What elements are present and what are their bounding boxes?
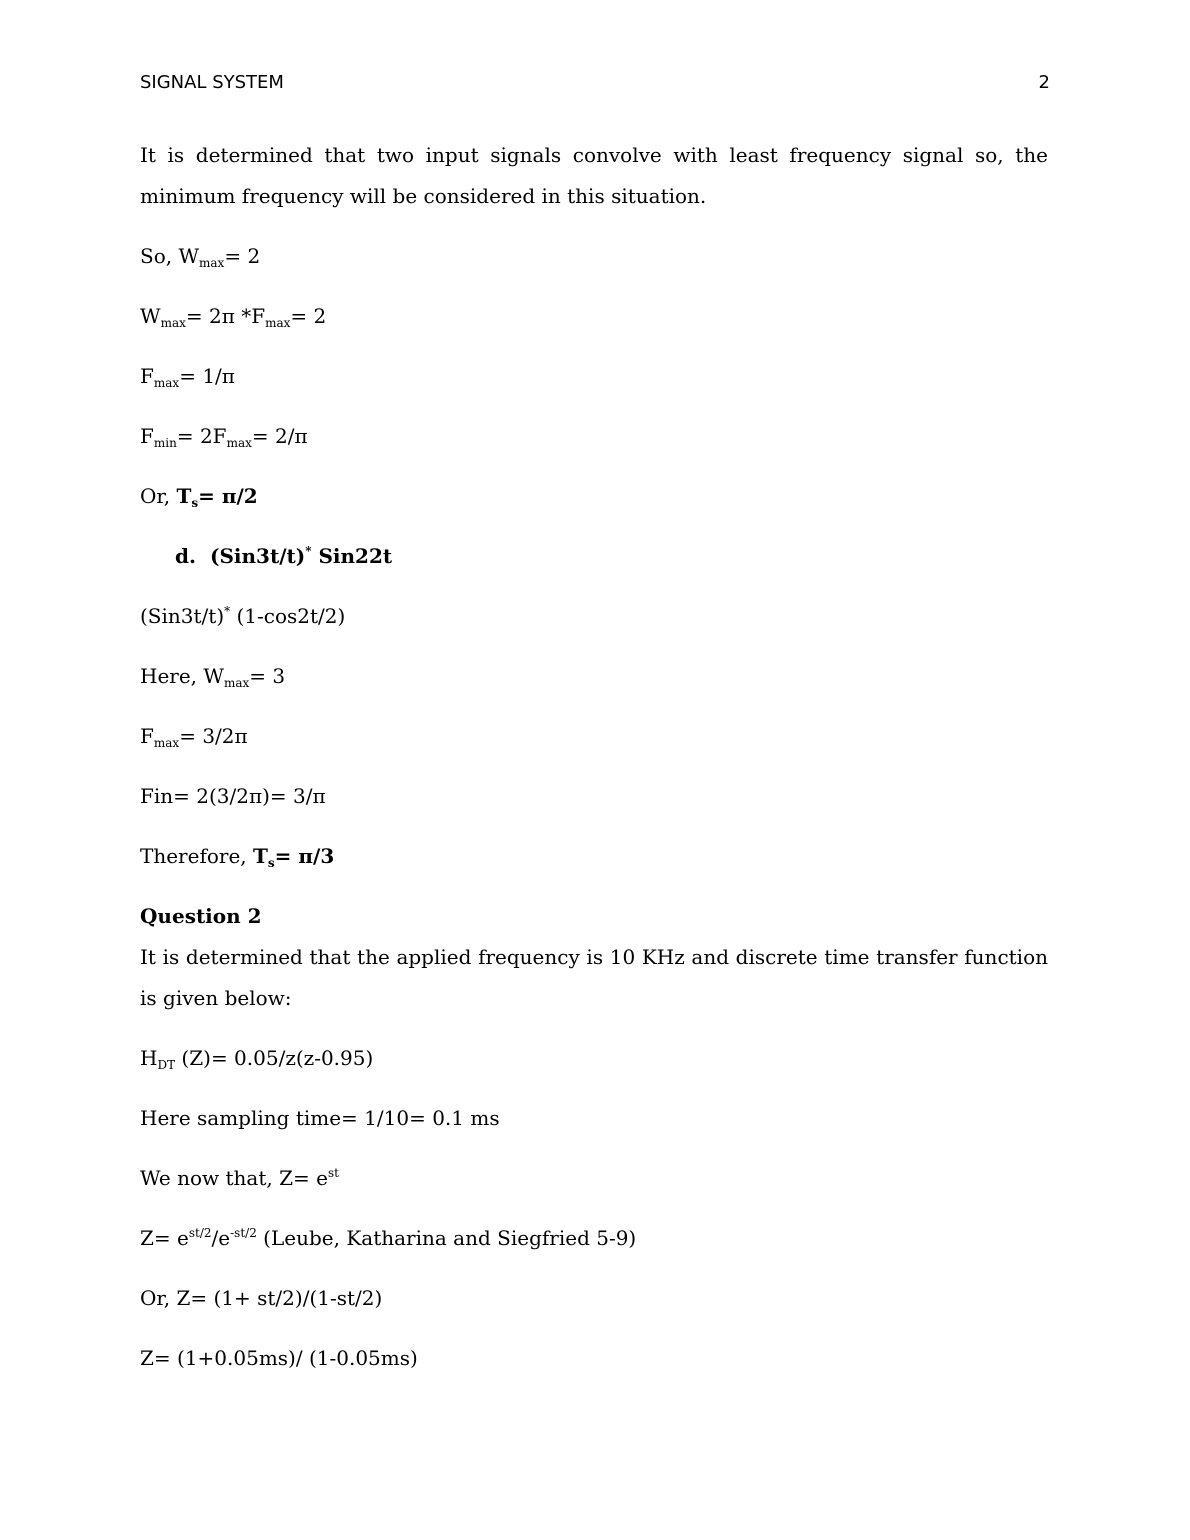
eq-text: We now that, Z= e	[140, 1166, 328, 1190]
eq-text: = 1/π	[179, 364, 235, 388]
equation-expansion	[140, 596, 1048, 637]
eq-subscript: max	[226, 436, 252, 450]
question-2-intro: It is determined that the applied frequency is 10 KHz and discrete time transfer function is given below:	[140, 945, 1048, 1010]
eq-subscript: max	[153, 376, 180, 390]
eq-text: = 2	[290, 304, 327, 328]
eq-subscript: s	[267, 856, 275, 870]
list-marker: d.	[175, 544, 196, 568]
eq-subscript: max	[199, 256, 225, 270]
eq-subscript: max	[160, 316, 186, 330]
equation-hdt	[140, 1038, 1048, 1079]
eq-text: (1-cos2t/2)	[230, 604, 346, 628]
eq-superscript: *	[224, 604, 231, 618]
eq-text: F	[140, 424, 154, 448]
eq-text: T	[176, 484, 192, 508]
eq-text: Therefore,	[140, 844, 254, 868]
equation-z-final: Z= (1+0.05ms)/ (1-0.05ms)	[140, 1346, 418, 1370]
document-body	[140, 135, 1048, 1379]
eq-text: = 2	[224, 244, 261, 268]
equation-therefore-ts	[140, 836, 1048, 877]
eq-text: = 3	[249, 664, 286, 688]
eq-text: F	[140, 364, 154, 388]
eq-subscript: max	[153, 736, 180, 750]
eq-subscript: min	[153, 436, 177, 450]
equation-fmin	[140, 416, 1048, 457]
eq-text: T	[253, 844, 268, 868]
sampling-time: Here sampling time= 1/10= 0.1 ms	[140, 1106, 500, 1130]
eq-text: Sin22t	[311, 544, 393, 568]
eq-text: F	[140, 724, 154, 748]
eq-text: (Z)= 0.05/z(z-0.95)	[175, 1046, 374, 1070]
eq-text: H	[140, 1046, 158, 1070]
eq-subscript: DT	[157, 1058, 176, 1072]
eq-superscript: st/2	[188, 1226, 212, 1240]
eq-superscript: -st/2	[230, 1226, 257, 1240]
equation-z-est	[140, 1158, 1048, 1199]
list-item-d	[140, 536, 1048, 577]
eq-text: = 2/π	[251, 424, 308, 448]
eq-text: = π/3	[274, 844, 335, 868]
eq-bold	[176, 484, 257, 508]
eq-subscript: max	[265, 316, 291, 330]
eq-superscript: st	[327, 1166, 339, 1180]
eq-text: /e	[211, 1226, 231, 1250]
page-number: 2	[1038, 72, 1050, 93]
eq-text: = π/2	[198, 484, 258, 508]
equation-or-ts	[140, 476, 1048, 517]
eq-superscript: *	[305, 544, 312, 558]
equation-wmax	[140, 296, 1048, 337]
eq-bold	[253, 844, 334, 868]
eq-text: Or,	[140, 484, 177, 508]
equation-here-wmax	[140, 656, 1048, 697]
eq-subscript: max	[223, 676, 250, 690]
intro-paragraph: It is determined that two input signals convolve with least frequency signal so, the minimum frequency will be considered in this situation.	[140, 143, 1048, 208]
equation-fmax-2	[140, 716, 1048, 757]
eq-text: (Sin3t/t)	[210, 544, 306, 568]
header-title: SIGNAL SYSTEM	[140, 72, 284, 93]
equation-so-wmax	[140, 236, 1048, 277]
page-header	[140, 72, 1050, 96]
equation-z-ratio	[140, 1218, 1048, 1259]
eq-text: Here, W	[140, 664, 224, 688]
equation-fin: Fin= 2(3/2π)= 3/π	[140, 784, 326, 808]
eq-text: = 2F	[176, 424, 227, 448]
eq-text: (Sin3t/t)	[140, 604, 225, 628]
eq-text: W	[140, 304, 161, 328]
eq-text: Z= e	[140, 1226, 189, 1250]
eq-subscript: s	[191, 496, 199, 510]
eq-text: = 2π *F	[185, 304, 266, 328]
question-2-heading: Question 2	[140, 904, 262, 928]
equation-or-z: Or, Z= (1+ st/2)/(1-st/2)	[140, 1286, 383, 1310]
eq-text: So, W	[140, 244, 200, 268]
equation-fmax	[140, 356, 1048, 397]
citation: (Leube, Katharina and Siegfried 5-9)	[256, 1226, 637, 1250]
eq-text: = 3/2π	[179, 724, 248, 748]
